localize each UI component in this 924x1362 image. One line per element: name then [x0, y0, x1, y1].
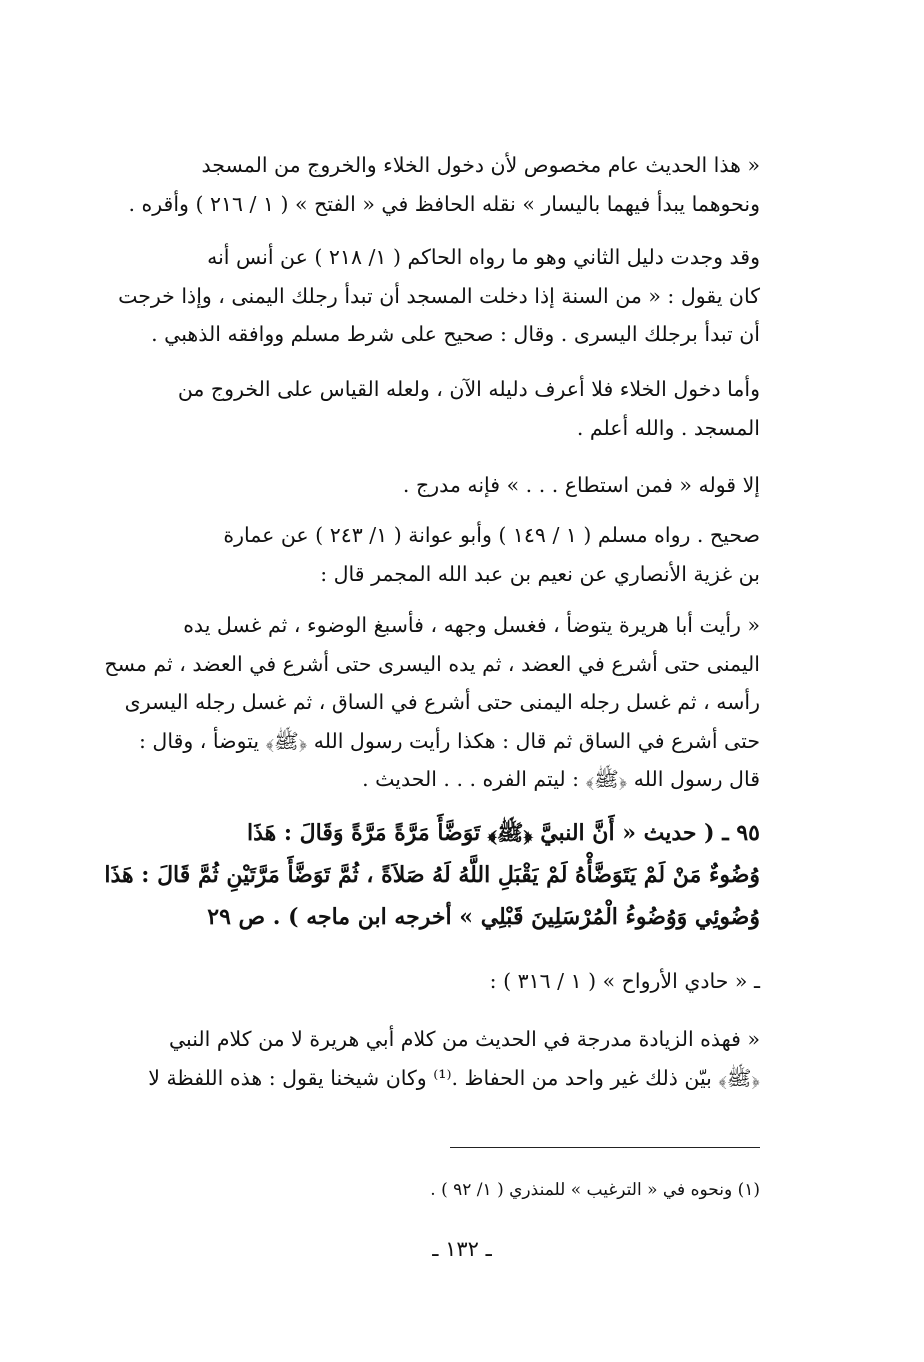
text-line: أن تبدأ برجلك اليسرى . وقال : صحيح على شرط مسلم ووافقه الذهبي .: [151, 322, 760, 346]
paragraph-8: [72, 962, 760, 1001]
text-line: وُضُوئِي وَوُضُوءُ الْمُرْسَلِينَ قَبْلِي » أخرجه ابن ماجه ) . ص ٢٩: [207, 904, 760, 930]
text-line: اليمنى حتى أشرع في العضد ، ثم يده اليسرى حتى أشرع في العضد ، ثم مسح: [104, 651, 760, 676]
text-line: بن غزية الأنصاري عن نعيم بن عبد الله المجمر قال :: [320, 561, 760, 586]
paragraph-9: [72, 1020, 760, 1097]
text-line: رأسه ، ثم غسل رجله اليمنى حتى أشرع في الساق ، ثم غسل رجله اليسرى: [124, 690, 760, 714]
text-line: « رأيت أبا هريرة يتوضأ ، فغسل وجهه ، فأسبغ الوضوء ، ثم غسل يده: [183, 613, 760, 637]
hadith-95-block: [72, 812, 760, 938]
text-line: ونحوهما يبدأ فيهما باليسار » نقله الحافظ في « الفتح » ( ١ / ٢١٦ ) وأقره .: [128, 191, 760, 216]
text-line: حتى أشرع في الساق ثم قال : هكذا رأيت رسول الله ﴿ﷺ﴾ يتوضأ ، وقال :: [139, 728, 760, 753]
text-line: « هذا الحديث عام مخصوص لأن دخول الخلاء والخروج من المسجد: [201, 153, 760, 177]
text-line: وقد وجدت دليل الثاني وهو ما رواه الحاكم ( ١/ ٢١٨ ) عن أنس أنه: [207, 245, 760, 269]
text-line: « فهذه الزيادة مدرجة في الحديث من كلام أبي هريرة لا من كلام النبي: [168, 1027, 760, 1051]
paragraph-4: [72, 466, 760, 505]
text-line: قال رسول الله ﴿ﷺ﴾ : ليتم الفره . . . الحديث .: [362, 767, 760, 791]
footnote: (١) ونحوه في « الترغيب » للمنذري ( ١/ ٩٢ ) .: [430, 1180, 760, 1200]
text-line: كان يقول : « من السنة إذا دخلت المسجد أن تبدأ رجلك اليمنى ، وإذا خرجت: [118, 283, 760, 308]
text-line: إلا قوله « فمن استطاع . . . » فإنه مدرج .: [402, 473, 760, 497]
paragraph-6-hadith-quote: [72, 606, 760, 799]
paragraph-3: [72, 370, 760, 447]
text-line: صحيح . رواه مسلم ( ١ / ١٤٩ ) وأبو عوانة ( ١/ ٢٤٣ ) عن عمارة: [223, 523, 760, 547]
text-line: ﴿ﷺ﴾ بيّن ذلك غير واحد من الحفاظ .⁽¹⁾ وكان شيخنا يقول : هذه اللفظة لا: [148, 1065, 760, 1090]
text-line: وأما دخول الخلاء فلا أعرف دليله الآن ، ولعله القياس على الخروج من: [177, 377, 760, 401]
page-number: ـ ١٣٢ ـ: [432, 1237, 492, 1261]
paragraph-5: [72, 516, 760, 593]
text-line: وُضُوءٌ مَنْ لَمْ يَتَوَضَّأْهُ لَمْ يَقْبَلِ اللَّهُ لَهُ صَلاَةً ، ثُمَّ تَوَضَّأَ مَرَّتَيْنِ ثُمَّ قَالَ : هَذَا: [104, 862, 760, 888]
text-line: المسجد . والله أعلم .: [576, 415, 760, 440]
footnote-divider: [450, 1147, 760, 1148]
text-line: ـ « حادي الأرواح » ( ١ / ٣١٦ ) :: [489, 969, 760, 993]
text-line: ٩٥ ـ ( حديث « أَنَّ النبيَّ ﴿ﷺ﴾ تَوَضَّأَ مَرَّةً مَرَّةً وَقَالَ : هَذَا: [246, 820, 760, 846]
paragraph-1: [72, 146, 760, 223]
paragraph-2: [72, 238, 760, 354]
